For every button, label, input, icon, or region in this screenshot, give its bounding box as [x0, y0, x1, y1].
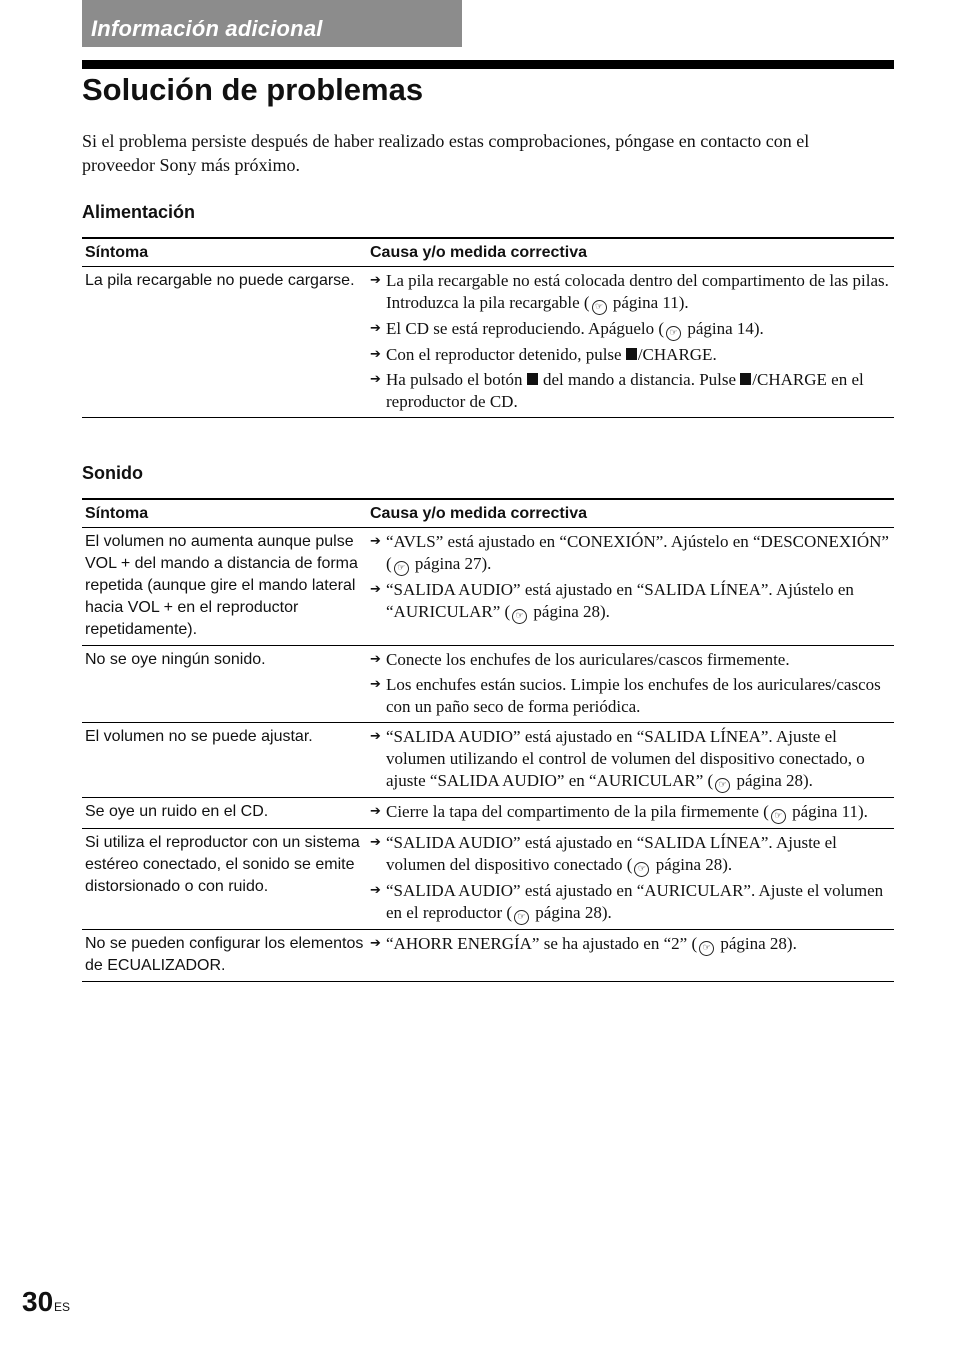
cause-text: “AVLS” está ajustado en “CONEXIÓN”. Ajústelo en “DESCONEXIÓN” ( ☞ página 27). [386, 532, 889, 573]
symptom-cell: El volumen no aumenta aunque pulse VOL + del mando a distancia de forma repetida (aunque gire el mando lateral hacia VOL + en el reproductor repetidamente). [82, 528, 367, 646]
page-language: ES [54, 1300, 71, 1314]
section-heading-sound: Sonido [82, 463, 143, 483]
page-reference-icon: ☞ [394, 561, 409, 576]
cause-text: El CD se está reproduciendo. Apáguelo ( ☞ página 14). [386, 319, 764, 338]
cause-item [370, 531, 891, 576]
arrow-right-icon: ➔ [370, 883, 381, 898]
page-reference-icon: ☞ [715, 778, 730, 793]
stop-square-icon [626, 348, 637, 360]
cause-text: Ha pulsado el botón del mando a distancia. Pulse /CHARGE en el reproductor de CD. [386, 370, 864, 411]
arrow-right-icon: ➔ [370, 347, 381, 362]
table-row [82, 798, 894, 829]
cause-text: “SALIDA AUDIO” está ajustado en “SALIDA LÍNEA”. Ajuste el volumen utilizando el control de volumen del dispositivo conectado, o ajuste “SALIDA AUDIO” en “AURICULAR” ( ☞ página 28). [386, 727, 865, 790]
cause-text: Cierre la tapa del compartimento de la pila firmemente ( ☞ página 11). [386, 802, 868, 821]
page-reference-icon: ☞ [699, 941, 714, 956]
table-row [82, 528, 894, 646]
page-reference-icon: ☞ [514, 910, 529, 925]
table-row [82, 829, 894, 930]
column-header-symptom: Síntoma [82, 499, 367, 528]
arrow-right-icon: ➔ [370, 729, 381, 744]
table-header-row [82, 238, 894, 267]
cause-item [370, 369, 891, 413]
table-header-row [82, 499, 894, 528]
symptom-cell: No se oye ningún sonido. [82, 646, 367, 723]
column-header-symptom: Síntoma [82, 238, 367, 267]
column-header-cause: Causa y/o medida correctiva [367, 238, 894, 267]
cause-item [370, 318, 891, 341]
stop-square-icon [740, 373, 751, 385]
arrow-right-icon: ➔ [370, 321, 381, 336]
sound-table [82, 498, 894, 982]
page-reference-icon: ☞ [512, 609, 527, 624]
arrow-right-icon: ➔ [370, 652, 381, 667]
cause-item [370, 344, 891, 366]
symptom-cell: No se pueden configurar los elementos de ECUALIZADOR. [82, 930, 367, 982]
cause-cell [367, 267, 894, 418]
cause-text: Conecte los enchufes de los auriculares/cascos firmemente. [386, 650, 790, 669]
power-table [82, 237, 894, 418]
arrow-right-icon: ➔ [370, 835, 381, 850]
symptom-cell: Se oye un ruido en el CD. [82, 798, 367, 829]
symptom-cell: La pila recargable no puede cargarse. [82, 267, 367, 418]
table-row [82, 723, 894, 798]
section-tag [82, 0, 462, 47]
sound-rows [82, 528, 894, 982]
table-row [82, 930, 894, 982]
intro-paragraph: Si el problema persiste después de haber realizado estas comprobaciones, póngase en contacto con el proveedor Sony más próximo. [82, 131, 810, 175]
page-reference-icon: ☞ [771, 809, 786, 824]
page-reference-icon: ☞ [666, 326, 681, 341]
cause-item [370, 579, 891, 624]
cause-item [370, 270, 891, 315]
page-title: Solución de problemas [82, 72, 424, 107]
table-row [82, 646, 894, 723]
arrow-right-icon: ➔ [370, 677, 381, 692]
cause-cell [367, 930, 894, 982]
cause-text: Los enchufes están sucios. Limpie los enchufes de los auriculares/cascos con un paño seco de forma periódica. [386, 675, 881, 716]
cause-text: “SALIDA AUDIO” está ajustado en “AURICULAR”. Ajuste el volumen en el reproductor ( ☞ página 28). [386, 881, 883, 922]
cause-item [370, 674, 891, 718]
symptom-cell: El volumen no se puede ajustar. [82, 723, 367, 798]
cause-cell [367, 723, 894, 798]
page-reference-icon: ☞ [592, 300, 607, 315]
cause-cell [367, 528, 894, 646]
symptom-cell: Si utiliza el reproductor con un sistema estéreo conectado, el sonido se emite distorsionado o con ruido. [82, 829, 367, 930]
cause-text: “SALIDA AUDIO” está ajustado en “SALIDA LÍNEA”. Ajuste el volumen del dispositivo conectado ( ☞ página 28). [386, 833, 837, 874]
cause-item [370, 649, 891, 671]
cause-cell [367, 646, 894, 723]
section-tag-label: Información adicional [91, 16, 323, 41]
section-heading-power: Alimentación [82, 202, 196, 222]
column-header-cause: Causa y/o medida correctiva [367, 499, 894, 528]
cause-item [370, 801, 891, 824]
page-number: 30 [22, 1286, 54, 1317]
cause-cell [367, 798, 894, 829]
cause-text: “SALIDA AUDIO” está ajustado en “SALIDA LÍNEA”. Ajústelo en “AURICULAR” ( ☞ página 28). [386, 580, 854, 621]
table-row [82, 267, 894, 418]
cause-item [370, 726, 891, 793]
cause-item [370, 832, 891, 877]
cause-text: La pila recargable no está colocada dentro del compartimento de las pilas. Introduzca la pila recargable ( ☞ página 11). [386, 271, 889, 312]
cause-item [370, 933, 891, 956]
arrow-right-icon: ➔ [370, 936, 381, 951]
cause-item [370, 880, 891, 925]
title-rule [82, 60, 894, 69]
arrow-right-icon: ➔ [370, 372, 381, 387]
power-rows [82, 267, 894, 418]
cause-text: Con el reproductor detenido, pulse /CHARGE. [386, 345, 717, 364]
arrow-right-icon: ➔ [370, 273, 381, 288]
page-reference-icon: ☞ [634, 862, 649, 877]
stop-square-icon [527, 373, 538, 385]
arrow-right-icon: ➔ [370, 534, 381, 549]
arrow-right-icon: ➔ [370, 582, 381, 597]
cause-text: “AHORR ENERGÍA” se ha ajustado en “2” ( ☞ página 28). [386, 934, 797, 953]
arrow-right-icon: ➔ [370, 804, 381, 819]
cause-cell [367, 829, 894, 930]
